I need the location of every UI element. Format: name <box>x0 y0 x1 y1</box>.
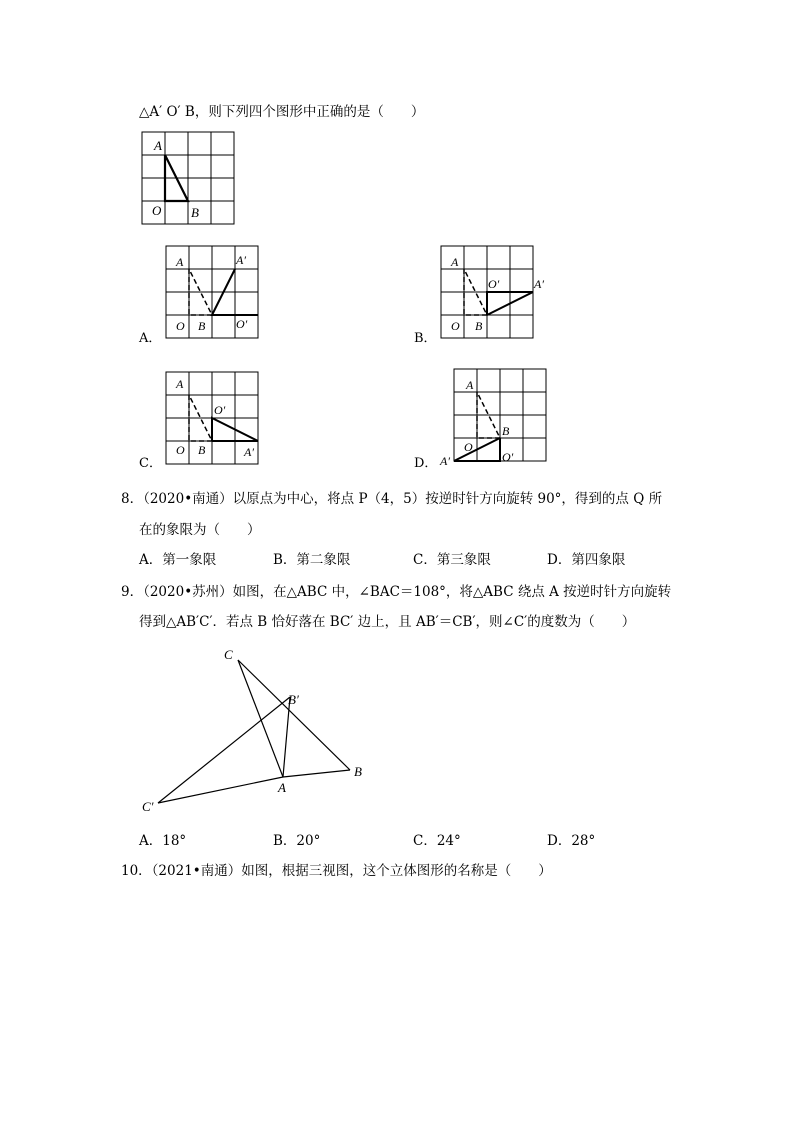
q9-choice-a[interactable]: A．18° <box>139 833 187 849</box>
label-A: A <box>176 255 184 269</box>
q7-option-a-figure <box>160 240 270 340</box>
q7-stem-tail: △A′ O′ B，则下列四个图形中正确的是（ ） <box>139 104 425 120</box>
option-c-label[interactable]: C． <box>139 456 162 471</box>
label-B: B <box>198 443 206 457</box>
label-A: A <box>154 138 162 153</box>
q8-line1: 8．（2020•南通）以原点为中心，将点 P（4，5）按逆时针方向旋转 90°，得到的点 Q 所 <box>121 491 663 507</box>
q10-line1: 10．（2021•南通）如图，根据三视图，这个立体图形的名称是（ ） <box>121 863 552 879</box>
label-O-prime: O′ <box>214 403 226 417</box>
option-b-label[interactable]: B． <box>414 331 437 346</box>
option-d-label[interactable]: D． <box>414 456 438 471</box>
label-O: O <box>464 440 473 454</box>
label-O-prime: O′ <box>236 317 248 331</box>
label-O-prime: O′ <box>502 450 514 464</box>
label-A-prime: A′ <box>534 277 544 291</box>
q9-line2: 得到△AB′C′．若点 B 恰好落在 BC′ 边上，且 AB′＝CB′，则∠C′的度数为（ ） <box>139 614 636 630</box>
q9-triangle-figure <box>135 640 385 820</box>
q9-choice-c[interactable]: C．24° <box>413 833 461 849</box>
q8-choice-c[interactable]: C．第三象限 <box>413 552 491 568</box>
label-B: B <box>198 319 206 333</box>
q7-original-figure <box>130 126 250 231</box>
label-B-prime: B′ <box>288 692 299 707</box>
q8-choice-d[interactable]: D．第四象限 <box>547 552 626 568</box>
q8-line2: 在的象限为（ ） <box>139 522 261 538</box>
label-O-prime: O′ <box>488 277 500 291</box>
label-O: O <box>176 319 185 333</box>
label-C: C <box>224 647 233 662</box>
label-B: B <box>191 205 199 220</box>
q8-choice-a[interactable]: A．第一象限 <box>139 552 217 568</box>
q8-choice-b[interactable]: B．第二象限 <box>273 552 351 568</box>
label-A-prime: A′ <box>440 454 450 468</box>
q9-choice-d[interactable]: D．28° <box>547 833 596 849</box>
option-a-label[interactable]: A． <box>139 331 162 346</box>
label-O: O <box>176 443 185 457</box>
label-A: A <box>278 780 286 795</box>
label-A: A <box>176 377 184 391</box>
label-A-prime: A′ <box>244 445 254 459</box>
q7-option-d-figure <box>436 364 556 474</box>
label-A: A <box>451 255 459 269</box>
label-B: B <box>475 319 483 333</box>
q9-line1: 9．（2020•苏州）如图，在△ABC 中，∠BAC＝108°，将△ABC 绕点 A 按逆时针方向旋转 <box>121 584 672 600</box>
label-O: O <box>152 203 162 218</box>
label-C-prime: C′ <box>142 799 154 814</box>
q7-option-b-figure <box>435 240 555 340</box>
label-B: B <box>502 424 510 438</box>
q7-option-c-figure <box>160 366 270 466</box>
label-A: A <box>466 378 474 392</box>
q9-choice-b[interactable]: B．20° <box>273 833 321 849</box>
label-O: O <box>451 319 460 333</box>
label-B: B <box>354 764 362 779</box>
label-A-prime: A′ <box>236 253 246 267</box>
